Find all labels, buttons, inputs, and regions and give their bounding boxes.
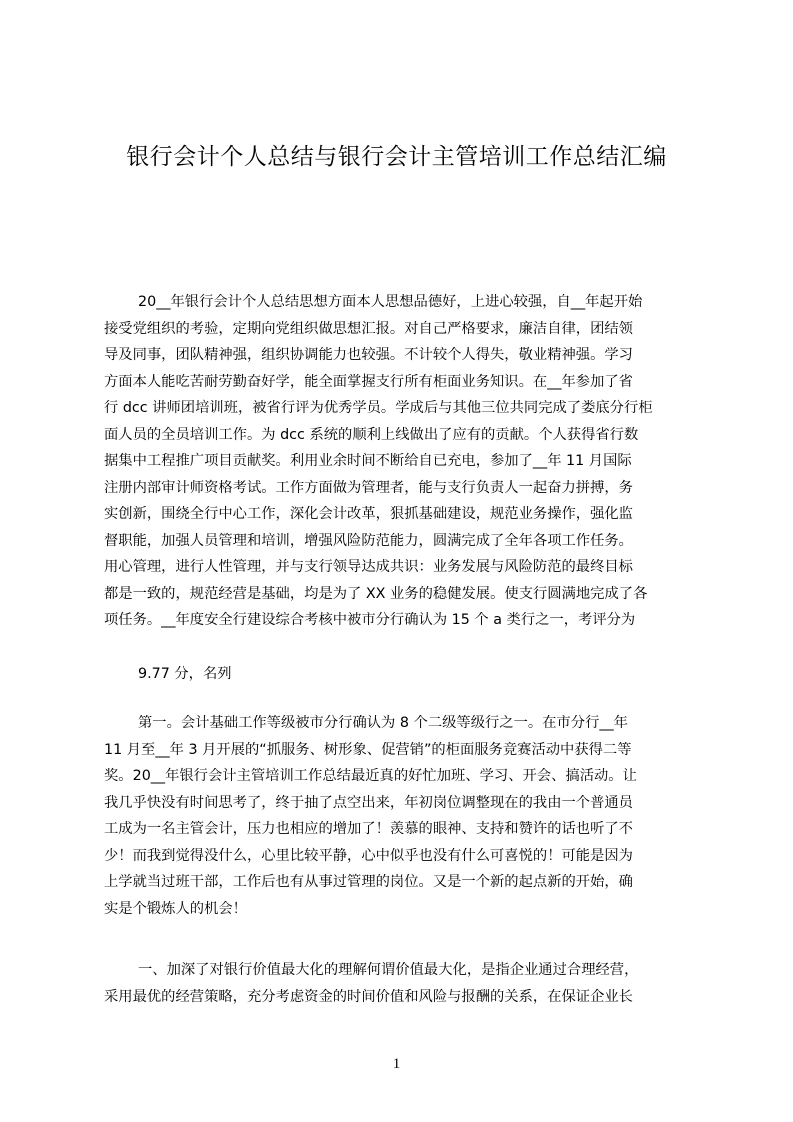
text-line: 注册内部审计师资格考试。工作方面做为管理者，能与支行负责人一起奋力拼搏，务 [104, 479, 633, 496]
text-line: 接受党组织的考验，定期向党组织做思想汇报。对自己严格要求，廉洁自律，团结领 [104, 320, 633, 337]
paragraph-1 [104, 289, 698, 634]
text-line: 项任务。__年度安全行建设综合考核中被市分行确认为 15 个 a 类行之一，考评分为 [104, 612, 636, 628]
text-line: 第一。会计基础工作等级被市分行确认为 8 个二级等级行之一。在市分行__年 [138, 715, 628, 731]
page-number: 1 [392, 1056, 401, 1072]
text-line: 实创新，围绕全行中心工作，深化会计改革，狠抓基础建设，规范业务操作，强化监 [104, 506, 633, 522]
paragraph-4 [104, 957, 698, 1010]
text-line: 采用最优的经营策略，充分考虑资金的时间价值和风险与报酬的关系，在保证企业长 [104, 988, 633, 1005]
text-line: 据集中工程推广项目贡献奖。利用业余时间不断给自已充电，参加了__年 11 月国际 [104, 453, 632, 469]
text-line: 11 月至__年 3 月开展的“抓服务、树形象、促营销”的柜面服务竞赛活动中获得二等 [104, 741, 632, 758]
text-line: 工成为一名主管会计，压力也相应的增加了！羡慕的眼神、支持和赞许的话也听了不 [104, 821, 633, 837]
text-line: 方面本人能吃苦耐劳勤奋好学，能全面掌握支行所有柜面业务知识。在__年参加了省 [104, 373, 633, 390]
text-line: 用心管理，进行人性管理，并与支行领导达成共识：业务发展与风险防范的最终目标 [104, 559, 633, 575]
text-line: 行 dcc 讲师团培训班，被省行评为优秀学员。学成后与其他三位共同完成了娄底分行柜 [104, 400, 653, 416]
text-line: 督职能，加强人员管理和培训，增强风险防范能力，圆满完成了全年各项工作任务。 [104, 532, 633, 549]
text-line: 9.77 分，名列 [138, 666, 232, 682]
text-line: 一、加深了对银行价值最大化的理解何谓价值最大化，是指企业通过合理经营， [138, 962, 639, 978]
text-line: 上学就当过班干部，工作后也有从事过管理的岗位。又是一个新的起点新的开始，确 [104, 874, 633, 890]
text-line: 都是一致的，规范经营是基础，均是为了 XX 业务的稳健发展。使支行圆满地完成了各 [104, 585, 648, 602]
text-line: 20__年银行会计个人总结思想方面本人思想品德好，上进心较强，自__年起开始 [138, 294, 643, 310]
paragraph-3 [104, 710, 698, 922]
text-line: 我几乎快没有时间思考了，终于抽了点空出来，年初岗位调整现在的我由一个普通员 [104, 794, 633, 811]
text-line: 面人员的全员培训工作。为 dcc 系统的顺利上线做出了应有的贡献。个人获得省行数 [104, 426, 639, 443]
text-line: 少！而我到觉得没什么，心里比较平静，心中似乎也没有什么可喜悦的！可能是因为 [104, 847, 633, 864]
text-line: 奖。20__年银行会计主管培训工作总结最近真的好忙加班、学习、开会、搞活动。让 [104, 768, 637, 784]
document-title: 银行会计个人总结与银行会计主管培训工作总结汇编 [126, 144, 667, 170]
text-line: 实是个锻炼人的机会！ [104, 900, 247, 917]
paragraph-2 [104, 661, 698, 688]
text-line: 导及同事，团队精神强，组织协调能力也较强。不计较个人得失，敬业精神强。学习 [104, 347, 633, 363]
